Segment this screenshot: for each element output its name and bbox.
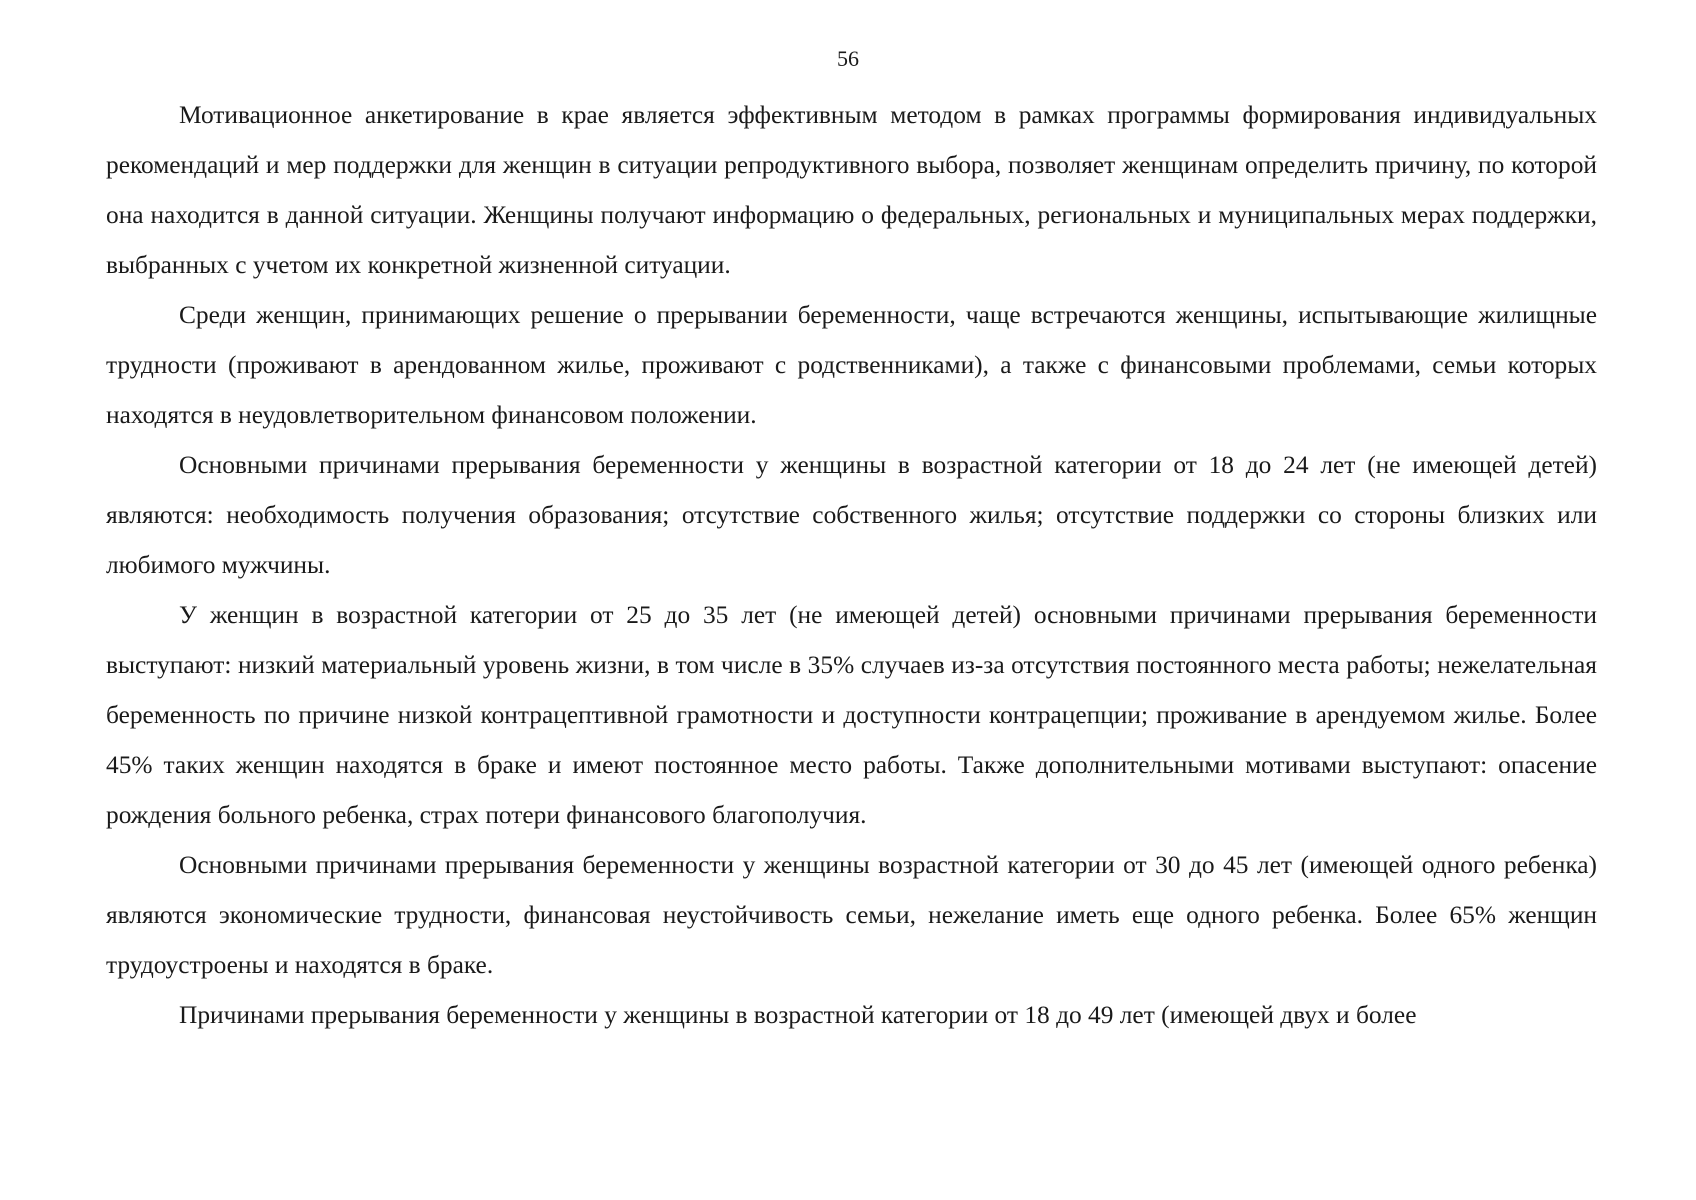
paragraph-age-18-24: Основными причинами прерывания беременности у женщины в возрастной категории от 18 до 24 лет (не имеющей детей) являются: необходимость получения образования; отсутствие собственного жилья; отсутствие поддержки со стороны близких или любимого мужчины. bbox=[106, 451, 1597, 579]
paragraph-housing-difficulties: Среди женщин, принимающих решение о прерывании беременности, чаще встречаются женщины, испытывающие жилищные трудности (проживают в арендованном жилье, проживают с родственниками), а также с финансовыми проблемами, семьи которых находятся в неудовлетворительном финансовом положении. bbox=[106, 301, 1597, 429]
page-number: 56 bbox=[837, 46, 859, 71]
paragraph-age-30-45: Основными причинами прерывания беременности у женщины возрастной категории от 30 до 45 лет (имеющей одного ребенка) являются экономические трудности, финансовая неустойчивость семьи, нежелание иметь еще одного ребенка. Более 65% женщин трудоустроены и находятся в браке. bbox=[106, 851, 1597, 979]
document-body bbox=[106, 90, 1597, 1040]
paragraph-age-25-35: У женщин в возрастной категории от 25 до 35 лет (не имеющей детей) основными причинами прерывания беременности выступают: низкий материальный уровень жизни, в том числе в 35% случаев из-за отсутствия постоянного места работы; нежелательная беременность по причине низкой контрацептивной грамотности и доступности контрацепции; проживание в арендуемом жилье. Более 45% таких женщин находятся в браке и имеют постоянное место работы. Также дополнительными мотивами выступают: опасение рождения больного ребенка, страх потери финансового благополучия. bbox=[106, 601, 1597, 829]
paragraph-motivational-survey: Мотивационное анкетирование в крае является эффективным методом в рамках программы формирования индивидуальных рекомендаций и мер поддержки для женщин в ситуации репродуктивного выбора, позволяет женщинам определить причину, по которой она находится в данной ситуации. Женщины получают информацию о федеральных, региональных и муниципальных мерах поддержки, выбранных с учетом их конкретной жизненной ситуации. bbox=[106, 101, 1597, 279]
paragraph-age-18-49: Причинами прерывания беременности у женщины в возрастной категории от 18 до 49 лет (имеющей двух и более bbox=[179, 1001, 1417, 1029]
